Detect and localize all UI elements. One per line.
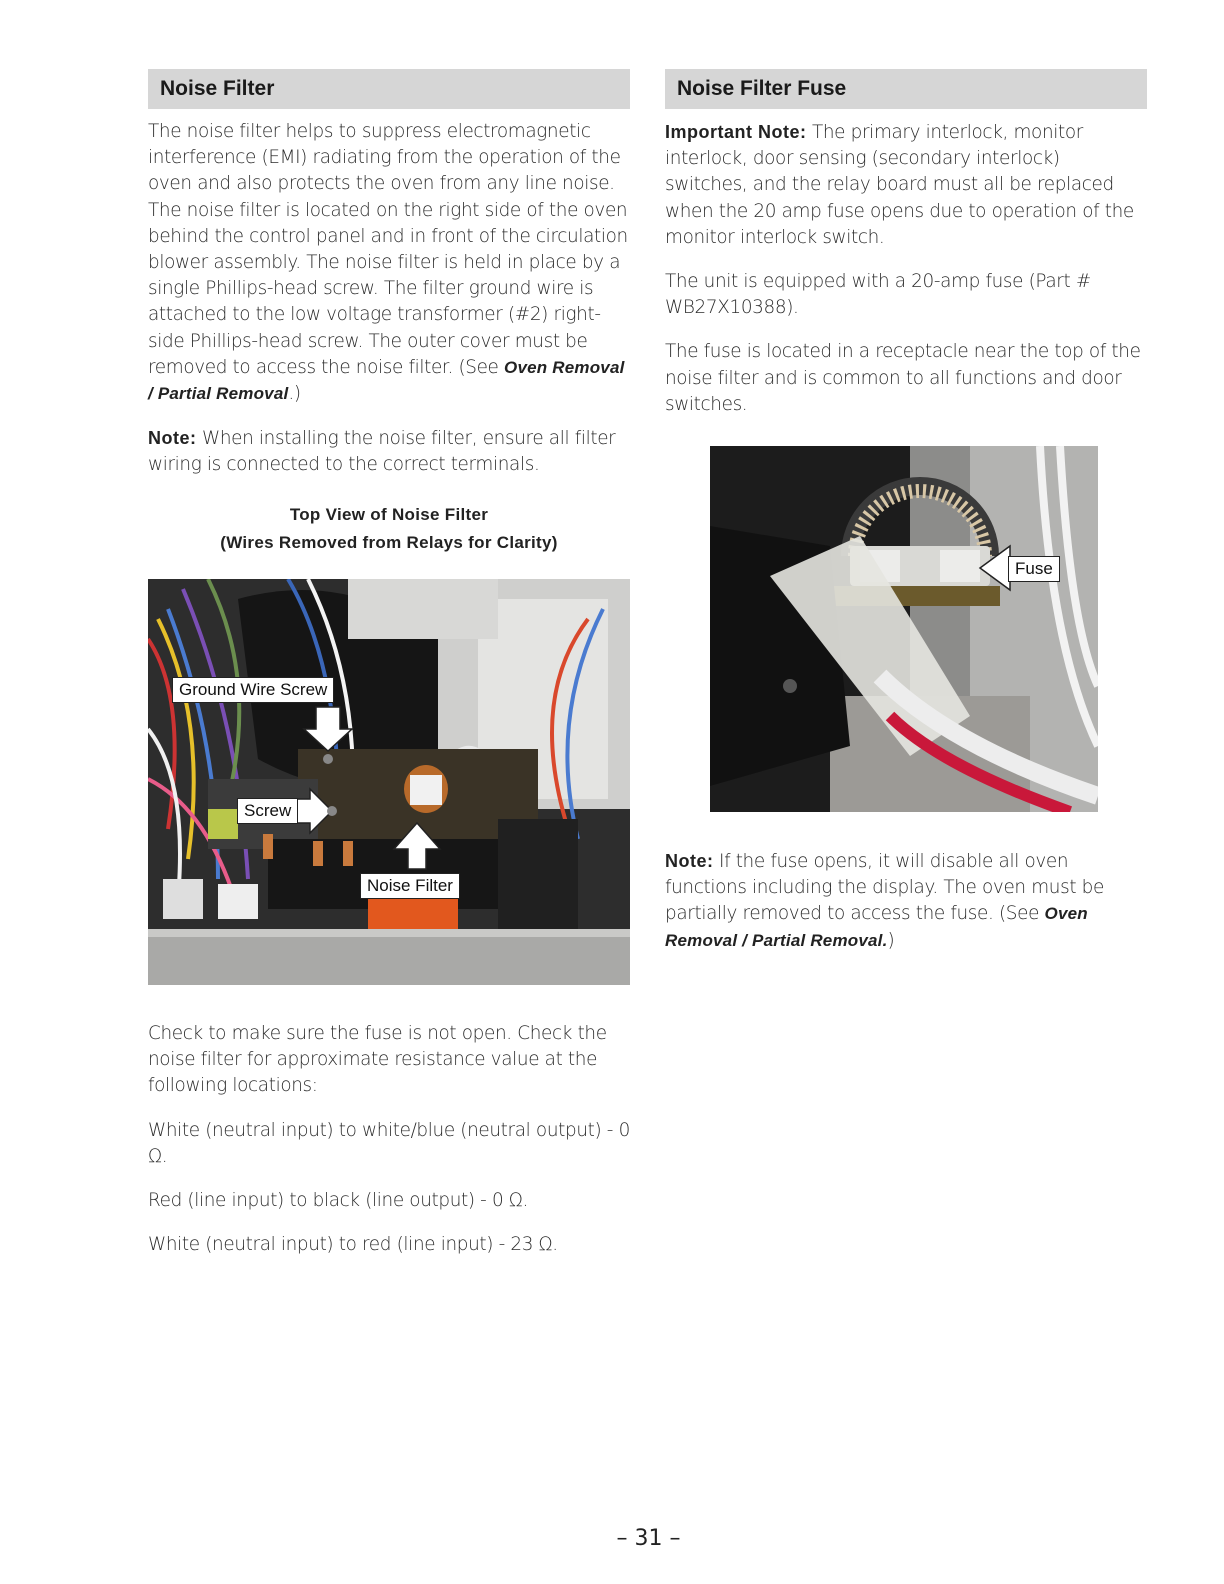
fuse-photo-image [710,446,1098,812]
caption-line-2: (Wires Removed from Relays for Clarity) [220,532,558,552]
fuse-note-end: ) [887,929,895,951]
check-text: Check to make sure the fuse is not open. Check the noise filter for approximate resistance value at the following locations: [148,1023,607,1097]
page-number: – 31 – [616,1526,681,1551]
fuse-note [665,848,1147,954]
noise-filter-header: Noise Filter [148,69,630,109]
noise-filter-fuse-section [665,69,1147,418]
resistance-white-red: White (neutral input) to red (line input) - 23 Ω. [148,1234,558,1256]
noise-filter-section [148,69,630,557]
note-label: Note: [148,428,197,449]
fuse-note-label: Note: [665,851,714,871]
noise-filter-fuse-header: Noise Filter Fuse [665,69,1147,109]
noise-filter-photo-image [148,579,630,985]
intro-text: The noise filter helps to suppress electromagnetic interference (EMI) radiating from the operation of the oven and also protects the oven from any line noise. The noise filter is located on the right side of the oven behind the control panel and in front of the circulation blower assembly. The noise filter is held in place by a single Phillips-head screw. The filter ground wire is attached to the low voltage transformer (#2) right-side Phillips-head screw. The outer cover must be removed to access the noise filter. (See [148,121,628,378]
ground-wire-screw-label: Ground Wire Screw [172,677,334,703]
intro-end: .) [288,383,301,405]
important-note-label: Important Note: [665,122,807,142]
noise-filter-photo [148,579,630,985]
fuse-spec: The unit is equipped with a 20-amp fuse (Part # WB27X10388). [665,271,1091,319]
noise-filter-label: Noise Filter [360,873,460,899]
fuse-note-section [665,848,1147,954]
oven-removal-ref: Oven Removal / Partial Removal [148,357,625,404]
fuse-photo [710,446,1098,812]
fuse-oven-removal-ref: Oven Removal / Partial Removal. [665,904,1088,950]
resistance-white-white-blue: White (neutral input) to white/blue (neutral output) - 0 Ω. [148,1119,630,1167]
note-text: When installing the noise filter, ensure all filter wiring is connected to the correct terminals. [148,428,616,476]
screw-label: Screw [237,798,298,824]
install-note [148,425,630,478]
important-note [665,119,1147,251]
resistance-check-section [148,1021,630,1258]
photo-caption [148,501,630,557]
caption-line-1: Top View of Noise Filter [289,504,489,524]
fuse-location: The fuse is located in a receptacle near the top of the noise filter and is common to all functions and door switches. [665,341,1141,415]
fuse-label: Fuse [1008,556,1060,582]
important-note-text: The primary interlock, monitor interlock, door sensing (secondary interlock) switches, and the relay board must all be replaced when the 20 amp fuse opens due to operation of the monitor interlock switch. [665,122,1134,248]
noise-filter-intro [148,119,630,407]
fuse-note-text: If the fuse opens, it will disable all oven functions including the display. The oven must be partially removed to access the fuse. (See [665,851,1104,925]
resistance-red-black: Red (line input) to black (line output) - 0 Ω. [148,1190,529,1212]
